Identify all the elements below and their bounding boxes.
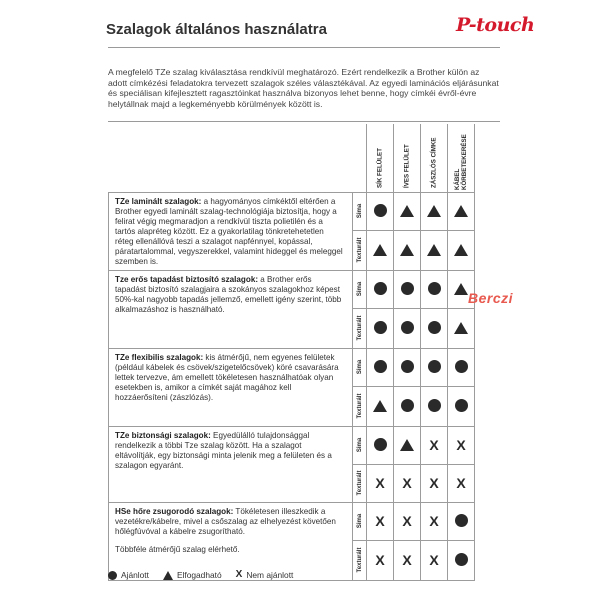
rating-cell	[448, 540, 475, 580]
surface-variant-label: Sima	[353, 348, 367, 386]
x-icon: X	[375, 474, 385, 491]
circle-icon	[108, 571, 117, 580]
circle-icon	[374, 360, 387, 373]
rating-cell	[448, 230, 475, 270]
x-icon: X	[429, 512, 439, 529]
tape-name: Tze erős tapadást biztosító szalagok:	[115, 274, 259, 284]
rating-cell	[421, 464, 448, 502]
x-icon: X	[456, 474, 466, 491]
circle-icon	[428, 360, 441, 373]
rating-cell	[421, 270, 448, 308]
circle-icon	[401, 282, 414, 295]
x-icon: X	[429, 551, 439, 568]
rating-cell	[367, 192, 394, 230]
ptouch-logo: P-touch	[456, 14, 535, 36]
triangle-icon	[400, 244, 414, 256]
x-icon: X	[402, 551, 412, 568]
rating-cell	[421, 192, 448, 230]
x-icon: X	[375, 551, 385, 568]
tape-name: TZe biztonsági szalagok:	[115, 430, 211, 440]
rating-cell	[448, 426, 475, 464]
surface-variant-label: Texturált	[353, 386, 367, 426]
rating-cell	[421, 308, 448, 348]
rating-cell	[367, 502, 394, 540]
triangle-icon	[373, 244, 387, 256]
legend-item-acceptable: Elfogadható	[163, 570, 222, 580]
triangle-icon	[163, 571, 173, 580]
rating-cell	[367, 426, 394, 464]
triangle-icon	[454, 322, 468, 334]
tape-description	[109, 270, 353, 348]
legend-item-recommended: Ajánlott	[108, 570, 149, 580]
rating-cell	[394, 192, 421, 230]
rating-cell	[394, 464, 421, 502]
rating-cell	[448, 308, 475, 348]
triangle-icon	[427, 205, 441, 217]
triangle-icon	[373, 400, 387, 412]
circle-icon	[401, 321, 414, 334]
rating-cell	[421, 348, 448, 386]
tape-name: TZe flexibilis szalagok:	[115, 352, 204, 362]
column-header-curved-surface: ÍVES FELÜLET	[394, 124, 421, 192]
rating-cell	[367, 348, 394, 386]
circle-icon	[428, 321, 441, 334]
column-header-row	[109, 124, 475, 192]
circle-icon	[401, 360, 414, 373]
tape-compatibility-table	[108, 124, 475, 581]
tape-text: a Brother erős tapadást biztosító szalagjaira a szokányos szalagokhoz képest 50%-kal nagyobb tapadás jellemző, emellett igény szerint, több alkalmazáshoz is használható.	[115, 274, 342, 314]
surface-variant-label: Sima	[353, 270, 367, 308]
rating-cell	[448, 464, 475, 502]
circle-icon	[374, 321, 387, 334]
page-title: Szalagok általános használatra	[106, 21, 327, 38]
rating-cell	[448, 348, 475, 386]
rating-cell	[421, 540, 448, 580]
triangle-icon	[427, 244, 441, 256]
tape-text: Tökéletesen illeszkedik a vezetékre/kábelre, mivel a csőszalag az elhelyezést követően hőlégfúvóval a kábelre zsugorítható.	[115, 506, 336, 536]
intro-paragraph: A megfelelő TZe szalag kiválasztása rendkívül meghatározó. Ezért rendelkezik a Brother külön az adott címkézési feladatokra tervezett szalagok széles választékával. Az egyedi laminációs eljárásunkat és speciálisan kifejlesztett ragasztóinkat használva bizonyos lehet benne, hogy címkéi évről-évre helytállnak majd a legkeményebb körülmények között is.	[108, 67, 499, 109]
tape-name: HSe hőre zsugorodó szalagok:	[115, 506, 234, 516]
rating-cell	[394, 348, 421, 386]
triangle-icon	[400, 439, 414, 451]
rating-cell	[448, 502, 475, 540]
tape-description	[109, 348, 353, 426]
divider-intro	[108, 121, 500, 122]
rating-cell	[394, 386, 421, 426]
rating-cell	[394, 230, 421, 270]
table-row	[109, 426, 475, 464]
rating-cell	[448, 386, 475, 426]
circle-icon	[428, 399, 441, 412]
x-icon: X	[375, 512, 385, 529]
legend-item-not-recommended: X Nem ajánlott	[235, 569, 294, 580]
tape-text: a hagyományos címkéktől eltérően a Brother egyedi laminált szalag-technológiája biztosítja, hogy a felirat végig megmaradjon a rendkívül tiszta polietilén és a tartós alapréteg között. Ez a gyakorlatilag tönkretehetetlen réteg ellenállóvá teszi a szalagot napfénnyel, kopással, páratartalommal, vegyszerekkel, valamint hideggel és meleggel szemben is.	[115, 196, 343, 266]
triangle-icon	[454, 205, 468, 217]
column-header-flat-surface: SÍK FELÜLET	[367, 124, 394, 192]
surface-variant-label: Texturált	[353, 308, 367, 348]
rating-cell	[394, 308, 421, 348]
circle-icon	[455, 360, 468, 373]
circle-icon	[455, 553, 468, 566]
x-icon: X	[402, 474, 412, 491]
circle-icon	[374, 438, 387, 451]
table-row	[109, 192, 475, 230]
rating-cell	[394, 426, 421, 464]
x-icon: X	[402, 512, 412, 529]
triangle-icon	[400, 205, 414, 217]
column-header-flag-label: ZÁSZLÓS CÍMKE	[421, 124, 448, 192]
surface-variant-label: Sima	[353, 192, 367, 230]
surface-variant-label: Sima	[353, 502, 367, 540]
rating-cell	[367, 540, 394, 580]
circle-icon	[374, 204, 387, 217]
rating-cell	[394, 540, 421, 580]
rating-cell	[367, 270, 394, 308]
x-icon: X	[429, 474, 439, 491]
surface-variant-label: Texturált	[353, 540, 367, 580]
rating-cell	[367, 386, 394, 426]
legend	[108, 568, 307, 582]
x-icon: X	[429, 436, 439, 453]
rating-cell	[421, 426, 448, 464]
x-icon: X	[235, 569, 243, 580]
watermark-text: Berczi	[468, 290, 514, 306]
surface-variant-label: Texturált	[353, 464, 367, 502]
rating-cell	[367, 464, 394, 502]
tape-note: Többféle átmérőjű szalag elérhető.	[115, 544, 240, 554]
surface-variant-label: Sima	[353, 426, 367, 464]
circle-icon	[374, 282, 387, 295]
circle-icon	[455, 399, 468, 412]
rating-cell	[394, 270, 421, 308]
triangle-icon	[454, 283, 468, 295]
triangle-icon	[454, 244, 468, 256]
table-row	[109, 270, 475, 308]
divider-top	[108, 47, 500, 48]
rating-cell	[367, 308, 394, 348]
tape-text: kis átmérőjű, nem egyenes felületek (például kábelek és csövek/szigetelőcsövek) köré csavarására lettek tervezve, ám emellett tökéletesen használhatóak olyan esetekben is, amikor a címkét saját magához kell hozzáerősíteni (zászlózás).	[115, 352, 339, 402]
table-row	[109, 502, 475, 540]
rating-cell	[394, 502, 421, 540]
tape-name: TZe laminált szalagok:	[115, 196, 202, 206]
rating-cell	[421, 386, 448, 426]
tape-description	[109, 426, 353, 502]
header-spacer	[109, 124, 367, 192]
x-icon: X	[456, 436, 466, 453]
tape-text: Egyedülálló tulajdonsággal rendelkezik a többi Tze szalag között. Ha a szalagot eltávolítják, egy biztonsági minta jelenik meg a felületen és a szalagon egyaránt.	[115, 430, 332, 470]
column-header-cable-wrap: KÁBEL KÖRBETEKERÉSE	[448, 124, 475, 192]
rating-cell	[421, 230, 448, 270]
table-row	[109, 348, 475, 386]
rating-cell	[448, 192, 475, 230]
circle-icon	[428, 282, 441, 295]
rating-cell	[367, 230, 394, 270]
rating-cell	[421, 502, 448, 540]
circle-icon	[401, 399, 414, 412]
circle-icon	[455, 514, 468, 527]
tape-description	[109, 192, 353, 270]
surface-variant-label: Texturált	[353, 230, 367, 270]
